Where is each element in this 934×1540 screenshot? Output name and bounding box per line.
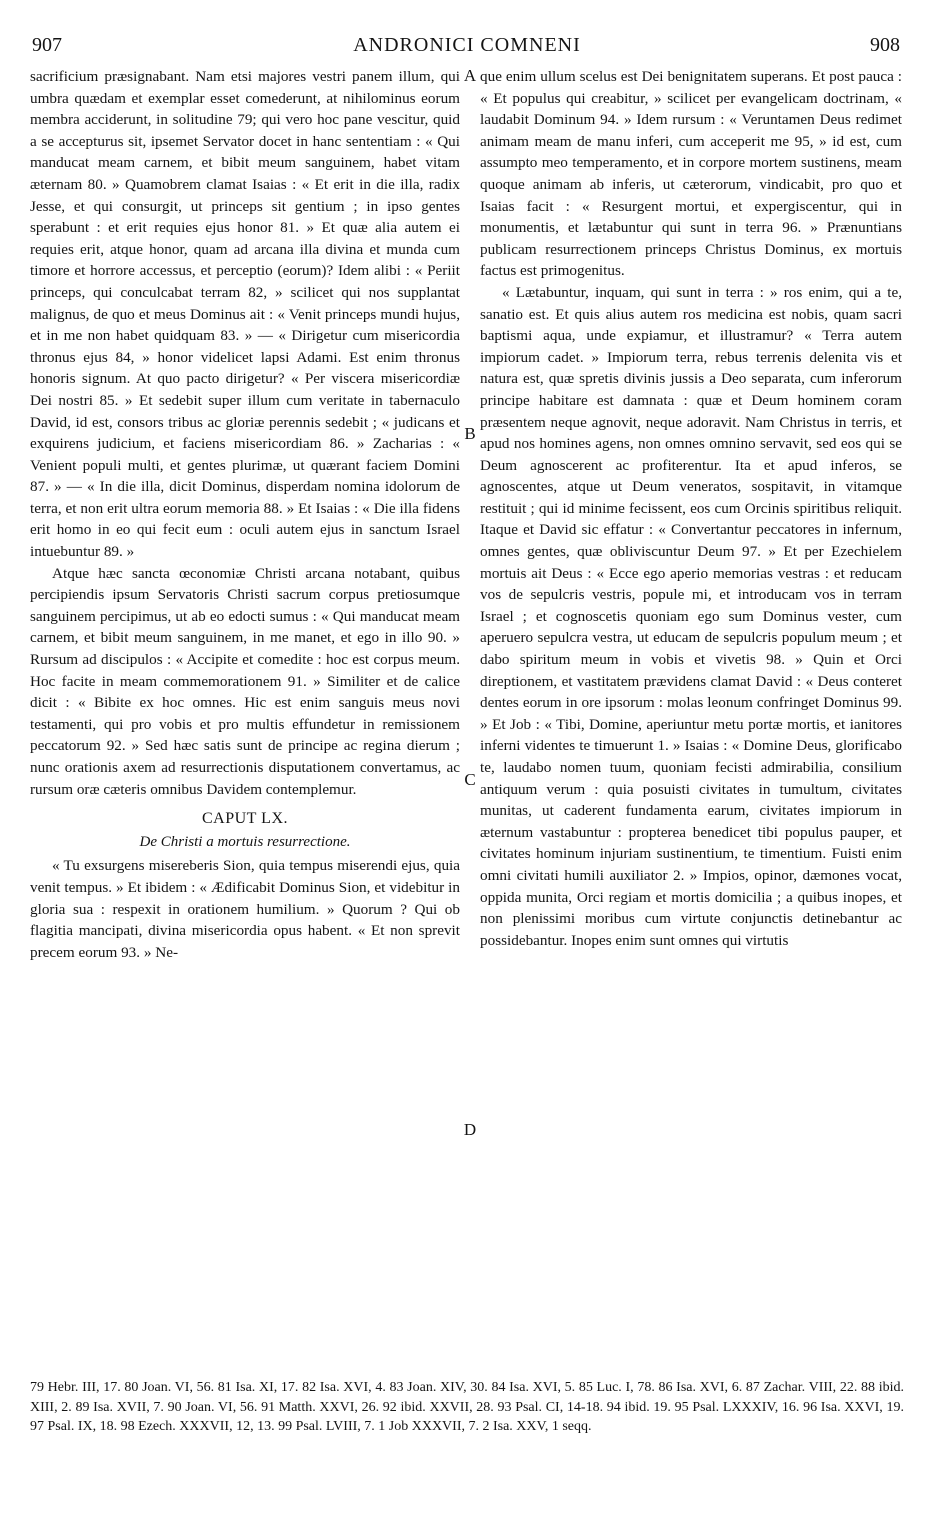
footnote-text: 79 Hebr. III, 17. 80 Joan. VI, 56. 81 Isa. XI, 17. 82 Isa. XVI, 4. 83 Joan. XIV, 30. 84 Isa. XVI, 5. 85 Luc. I, 78. 86 Isa. XVI, 6. 87 Zachar. VIII, 22. 88 ibid. XIII, 2. 89 Isa. XVII, 7. 90 Joan. VI, 56. 91 Matth. XXVI, 26. 92 ibid. XXVII, 28. 93 Psal. CI, 14-18. 94 ibid. 19. 95 Psal. LXXXIV, 16. 96 Isa. XXVI, 19. 97 Psal. IX, 18. 98 Ezech. XXXVII, 12, 13. 99 Psal. LVIII, 7. 1 Job XXXVII, 7. 2 Isa. XXV, 1 seqq. bbox=[30, 1380, 904, 1434]
page-header bbox=[0, 34, 934, 60]
left-column bbox=[30, 66, 460, 963]
chapter-subheading: De Christi a mortuis resurrectione. bbox=[139, 833, 351, 850]
margin-marker-d: D bbox=[463, 1120, 477, 1139]
paragraph: « Tu exsurgens misereberis Sion, quia tempus miserendi ejus, quia venit tempus. » Et ibidem : « Ædificabit Dominus Sion, et videbitur in gloria sua : respexit in orationem humilium. » Quorum ? Qui ob flagitia mancipati, divina misericordia opus habent. « Et non sprevit precem eorum 93. » Ne- bbox=[30, 857, 460, 961]
paragraph: Atque hæc sancta œconomiæ Christi arcana notabant, quibus percipiendis ipsum Servatoris Christi sacrum corpus pretiosumque sanguinem percipimus, ut ab eo edocti sumus : « Qui manducat meam carnem, et bibit meum sanguinem, in me manet, et ego in illo 90. » Rursum ad discipulos : « Accipite et comedite : hoc est corpus meum. Hoc facite in meam commemorationem 91. » Similiter et de calice dicit : « Bibite ex hoc omnes. Hic est enim sanguis meus novi testamenti, qui pro vobis et pro multis effundetur in remissionem peccatorum 92. » Sed hæc satis sunt de principe ac regina dierum ; nunc orationis axem ad resurrectionis disputationem convertamus, ac rursum oræ cæteris omnibus Davidem contemplemur. bbox=[30, 564, 460, 798]
page-number-right: 908 bbox=[870, 34, 900, 56]
page-number-left: 907 bbox=[32, 34, 62, 56]
paragraph: sacrificium præsignabant. Nam etsi majores vestri panem illum, qui umbra quædam et exemplar esset comederunt, at nihilominus eorum membra acciderunt, in solitudine 79; qui vero hoc pane vescitur, quid a se accepturus sit, ipsemet Servator docet in hanc sententiam : « Qui manducat meam carnem, et bibit meum sanguinem, habet vitam æternam 80. » Quamobrem clamat Isaias : « Et erit in die illa, radix Jesse, et qui consurgit, ut princeps sit gentium ; in ipso gentes sperabunt : et erit requies ejus honor 81. » Et quæ alia autem ei requies erit, atque honor, quam ad arcana illa divina et munda cum timore et horrore accessus, et perceptio (eorum)? Idem alibi : « Periit princeps, qui conculcabat terram 82, » scilicet qui nos supplantat malignus, de quo et meus Dominus ait : « Venit princeps mundi hujus, et in me non habet quidquam 83. » — « Dirigetur cum misericordia thronus ejus 84, » honor videlicet lapsi Adami. Est enim thronus honoris signum. At quo pacto dirigetur? « Per viscera misericordiæ Dei nostri 85. » Et sedebit super illum cum veritate in tabernaculo David, id est, consors tribus ac gloriæ perennis sedebit ; « judicans et exquirens judicium, et faciens misericordiam 86. » Zacharias : « Venient populi multi, et gentes plurimæ, ut quærant faciem Domini 87. » — « In die illa, dicit Dominus, disperdam nomina idolorum de terra, et non erit ultra eorum memoria 88. » Et Isaias : « Die illa fidens erit homo in eo qui fecit eum : oculi autem ejus in sanctum Israel intuebuntur 89. » bbox=[30, 68, 460, 561]
margin-marker-b: B bbox=[464, 424, 476, 443]
right-column bbox=[480, 66, 902, 951]
footnotes bbox=[30, 1378, 904, 1437]
running-title: ANDRONICI COMNENI bbox=[353, 34, 581, 56]
margin-marker-c: C bbox=[464, 770, 476, 789]
margin-marker-a: A bbox=[463, 66, 477, 85]
paragraph: que enim ullum scelus est Dei benignitatem superans. Et post pauca : « Et populus qui creabitur, » scilicet per evangelicam doctrinam, « laudabit Dominum 94. » Idem rursum : « Veruntamen Deus redimet animam meam de manu inferi, cum acceperit me 95, » id est, cum assumpto meo temperamento, et in corpore mortem sustinens, meam quoque animam ab inferis, ut cæterorum, vindicabit, pro quo et Isaias facit : « Resurgent mortui, et expergiscentur, qui in monumentis, et lætabuntur qui sunt in terra 96. » Prænuntians publicam resurrectionem princeps Christus Dominus, ex mortuis factus est primogenitus. bbox=[480, 68, 902, 280]
paragraph: « Lætabuntur, inquam, qui sunt in terra : » ros enim, qui a te, sanatio est. Et quis alius autem ros medicina est nobis, quam sacri baptismi aqua, unde expiamur, et illustramur? « Terra autem impiorum cadet. » Impiorum terra, rebus terrenis delenita vis et natura est, quæ spretis divinis jussis a Deo separata, cum inferorum principe habitare est damnata : quæ et Deum hominem coram præsentem neque agnovit, neque adoravit. Nam Christus in terris, et apud nos homines agens, non omnes omnino servavit, sed eos qui se Deum agnoscerent ac profiterentur. Ita et apud inferos, se agnoscentes, atque ut Deum veneratos, sospitavit, in vitamque restituit ; qui id minime fecissent, eos cum Orcinis spiritibus reliquit. Itaque et David sic effatur : « Convertantur peccatores in infernum, omnes gentes, quæ obliviscuntur Deum 97. » Et per Ezechielem mortuis ait Deus : « Ecce ego aperio memorias vestras : et reducam vos de sepulcris vestris, popule mi, et introducam vos in terram Israel ; et cognoscetis quoniam ego sum Dominus vester, cum aperuero sepulcra vestra, ut educam de sepulcris populum meum ; et dabo spiritum meum in vobis et vivetis 98. » Quin et Orci direptionem, et vastitatem prævidens clamat David : « Deus conteret dentes eorum in ore ipsorum : molas leonum confringet Dominus 99. » Et Job : « Tibi, Domine, aperiuntur metu portæ mortis, et ianitores inferni videntes te timuerunt 1. » Isaias : « Domine Deus, glorificabo te, laudabo nomen tuum, quoniam fecisti admirabilia, consilium antiquum verum : quia posuisti civitates in tumultum, civitates munitas, ut caderent fundamenta earum, civitates impiorum in æternum vastabuntur : propterea benedicet tibi populus pauper, et civitates hominum injuriam sustinentium, te timentium. Fuisti enim omni civitati humili auxiliator 2. » Impios, opinor, dæmones vocat, oppida munita, Orci regiam et mortis domicilia ; a quibus inopes, et non plenissimi moribus cum virtute conjunctis detinebantur ac possidebantur. Inopes enim sunt omnes qui virtutis bbox=[480, 283, 902, 949]
chapter-heading: CAPUT LX. bbox=[202, 810, 288, 828]
